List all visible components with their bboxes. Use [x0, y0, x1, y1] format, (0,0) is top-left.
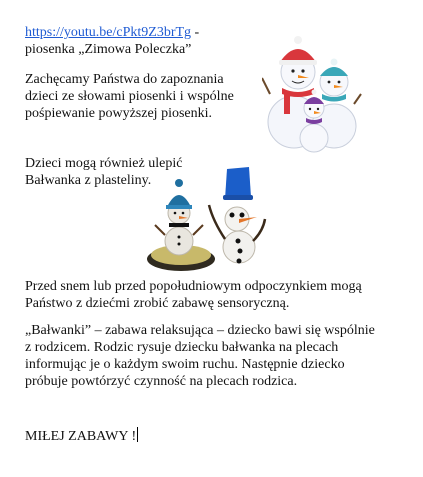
game-paragraph	[25, 322, 375, 390]
game-line-3: informując je o każdym swoim ruchu. Następnie dziecko	[25, 357, 345, 372]
snowman-family-image	[262, 34, 362, 154]
link-dash: -	[191, 25, 200, 40]
youtube-link[interactable]: https://youtu.be/cPkt9Z3brTg	[25, 25, 192, 40]
sensory-paragraph	[25, 278, 362, 312]
closing-text: MIŁEJ ZABAWY !	[25, 429, 137, 444]
intro-line-1: Zachęcamy Państwa do zapoznania	[25, 72, 224, 87]
closing-paragraph	[25, 427, 138, 445]
plasticine-line-2: Bałwanka z plasteliny.	[25, 173, 152, 188]
plasticine-snowmen-image	[143, 161, 268, 276]
intro-paragraph	[25, 71, 234, 122]
song-paragraph	[25, 24, 199, 58]
intro-line-3: pośpiewanie powyższej piosenki.	[25, 106, 213, 121]
intro-line-2: dzieci ze słowami piosenki i wspólne	[25, 89, 234, 104]
text-cursor	[137, 427, 138, 442]
game-line-4: próbuje powtórzyć czynność na plecach rodzica.	[25, 374, 298, 389]
sensory-line-1: Przed snem lub przed popołudniowym odpoczynkiem mogą	[25, 279, 362, 294]
game-line-2: z rodzicem. Rodzic rysuje dziecku bałwanka na plecach	[25, 340, 339, 355]
song-title: piosenka „Zimowa Poleczka”	[25, 42, 192, 57]
plasticine-line-1: Dzieci mogą również ulepić	[25, 156, 183, 171]
game-line-1: „Bałwanki” – zabawa relaksująca – dziecko bawi się wspólnie	[25, 323, 375, 338]
sensory-line-2: Państwo z dziećmi zrobić zabawę sensoryczną.	[25, 296, 290, 311]
